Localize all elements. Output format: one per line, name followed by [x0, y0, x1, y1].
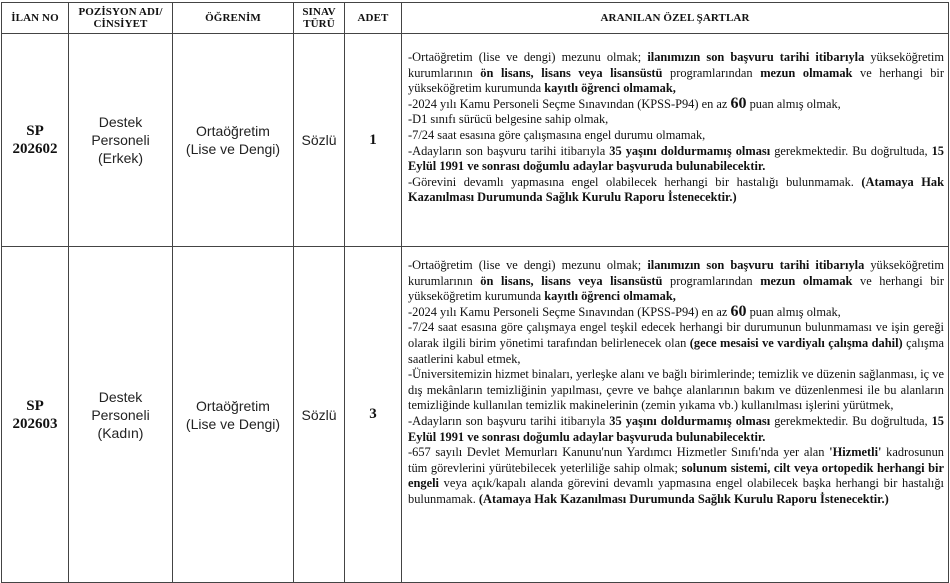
requirements-cell: [402, 34, 949, 247]
requirements-cell: [402, 247, 949, 583]
position-cell: [69, 34, 173, 247]
requirement-item: -Ortaöğretim (lise ve dengi) mezunu olmak; ilanımızın son başvuru tarihi itibarıyla yükseköğretim kurumlarının ön lisans, lisans veya lisansüstü programlarından mezun olmamak ve herhangi bir yükseköğretim kurumunda kayıtlı öğrenci olmamak,: [408, 258, 944, 304]
header-ilan-no: İLAN NO: [2, 3, 69, 34]
header-adet: ADET: [345, 3, 402, 34]
education-cell: [173, 34, 294, 247]
requirement-item: -7/24 saat esasına göre çalışmasına engel durumu olmamak,: [408, 127, 706, 142]
requirement-item: -Adayların son başvuru tarihi itibarıyla 35 yaşını doldurmamış olması gerekmektedir. Bu doğrultuda, 15 Eylül 1991 ve sonrası doğumlu adaylar başvuruda bulunabilecektir.: [408, 143, 944, 174]
education-detail: (Lise ve Dengi): [185, 141, 281, 157]
header-ogrenim: ÖĞRENİM: [173, 3, 294, 34]
min-score: 60: [730, 94, 747, 112]
min-score: 60: [730, 302, 747, 320]
requirement-item: -2024 yılı Kamu Personeli Seçme Sınavından (KPSS-P94) en az 60 puan almış olmak,: [408, 94, 841, 112]
job-listings-table: [1, 2, 949, 583]
education-detail: (Lise ve Dengi): [185, 415, 281, 432]
table-row: [2, 34, 949, 247]
ilan-no-cell: [2, 247, 69, 583]
header-sinav-turu: SINAV TÜRÜ: [294, 3, 345, 34]
requirement-item: -2024 yılı Kamu Personeli Seçme Sınavından (KPSS-P94) en az 60 puan almış olmak,: [408, 302, 841, 320]
header-aranilan-sartlar: ARANILAN ÖZEL ŞARTLAR: [402, 3, 949, 34]
requirement-item: -7/24 saat esasına göre çalışmaya engel teşkil edecek herhangi bir durumunun bulunmaması ve işin gereği olarak ilgili birim yönetimi tarafından belirlenecek olan (gece mesaisi ve vardiyalı çalışma dahil) çalışma saatlerini kabul etmek,: [408, 320, 944, 366]
requirement-item: -D1 sınıfı sürücü belgesine sahip olmak,: [408, 112, 609, 127]
requirement-item: -Üniversitemizin hizmet binaları, yerleşke alanı ve bağlı birimlerinde; temizlik ve düzenin sağlanması, iç ve dış mekânların temizliğinin yapılması, çevre ve bahçe alanlarının bakım ve düzenlenmesi ile bu alanların temizliğinde kullanılan temizlik makinelerinin (zemin yıkama vb.) kullanılması işlerini yürütmek,: [408, 367, 944, 413]
education-cell: [173, 247, 294, 583]
ilan-no-number: 202602: [12, 141, 58, 157]
requirement-item: -Adayların son başvuru tarihi itibarıyla 35 yaşını doldurmamış olması gerekmektedir. Bu doğrultuda, 15 Eylül 1991 ve sonrası doğumlu adaylar başvuruda bulunabilecektir.: [408, 413, 944, 444]
table-row: [2, 247, 949, 583]
exam-type-cell: Sözlü: [294, 247, 345, 583]
ilan-no-cell: [2, 34, 69, 247]
ilan-no-number: 202603: [12, 415, 58, 432]
ilan-no-prefix: SP: [26, 123, 44, 139]
count-cell: 3: [345, 247, 402, 583]
requirement-item: -Görevini devamlı yapmasına engel olabilecek herhangi bir hastalığı bulunmamak. (Atamaya Hak Kazanılması Durumunda Sağlık Kurulu Raporu İstenecektir.): [408, 174, 944, 205]
count-cell: 1: [345, 34, 402, 247]
position-line: Destek: [98, 114, 143, 130]
education-level: Ortaöğretim: [196, 397, 270, 414]
exam-type-cell: Sözlü: [294, 34, 345, 247]
ilan-no-prefix: SP: [26, 397, 44, 414]
position-line: Personeli: [91, 406, 150, 423]
gender-label: (Erkek): [97, 150, 144, 166]
position-cell: [69, 247, 173, 583]
header-pozisyon: POZİSYON ADI/ CİNSİYET: [69, 3, 173, 34]
gender-label: (Kadın): [97, 424, 144, 441]
position-line: Destek: [98, 388, 143, 405]
position-line: Personeli: [91, 132, 150, 148]
table-header-row: [2, 3, 949, 34]
requirement-item: -657 sayılı Devlet Memurları Kanunu'nun Yardımcı Hizmetler Sınıfı'nda yer alan 'Hizmetli' kadrosunun tüm görevlerini yürütebilecek yeterliliğe sahip olmak; solunum sistemi, cilt veya ortopedik herhangi bir engeli veya açık/kapalı alanda görevini devamlı yapmasına engel olabilecek başka herhangi bir hastalığı bulunmamak. (Atamaya Hak Kazanılması Durumunda Sağlık Kurulu Raporu İstenecektir.): [408, 445, 945, 506]
requirement-item: -Ortaöğretim (lise ve dengi) mezunu olmak; ilanımızın son başvuru tarihi itibarıyla yükseköğretim kurumlarının ön lisans, lisans veya lisansüstü programlarından mezun olmamak ve herhangi bir yükseköğretim kurumunda kayıtlı öğrenci olmamak,: [408, 50, 944, 96]
education-level: Ortaöğretim: [196, 123, 270, 139]
